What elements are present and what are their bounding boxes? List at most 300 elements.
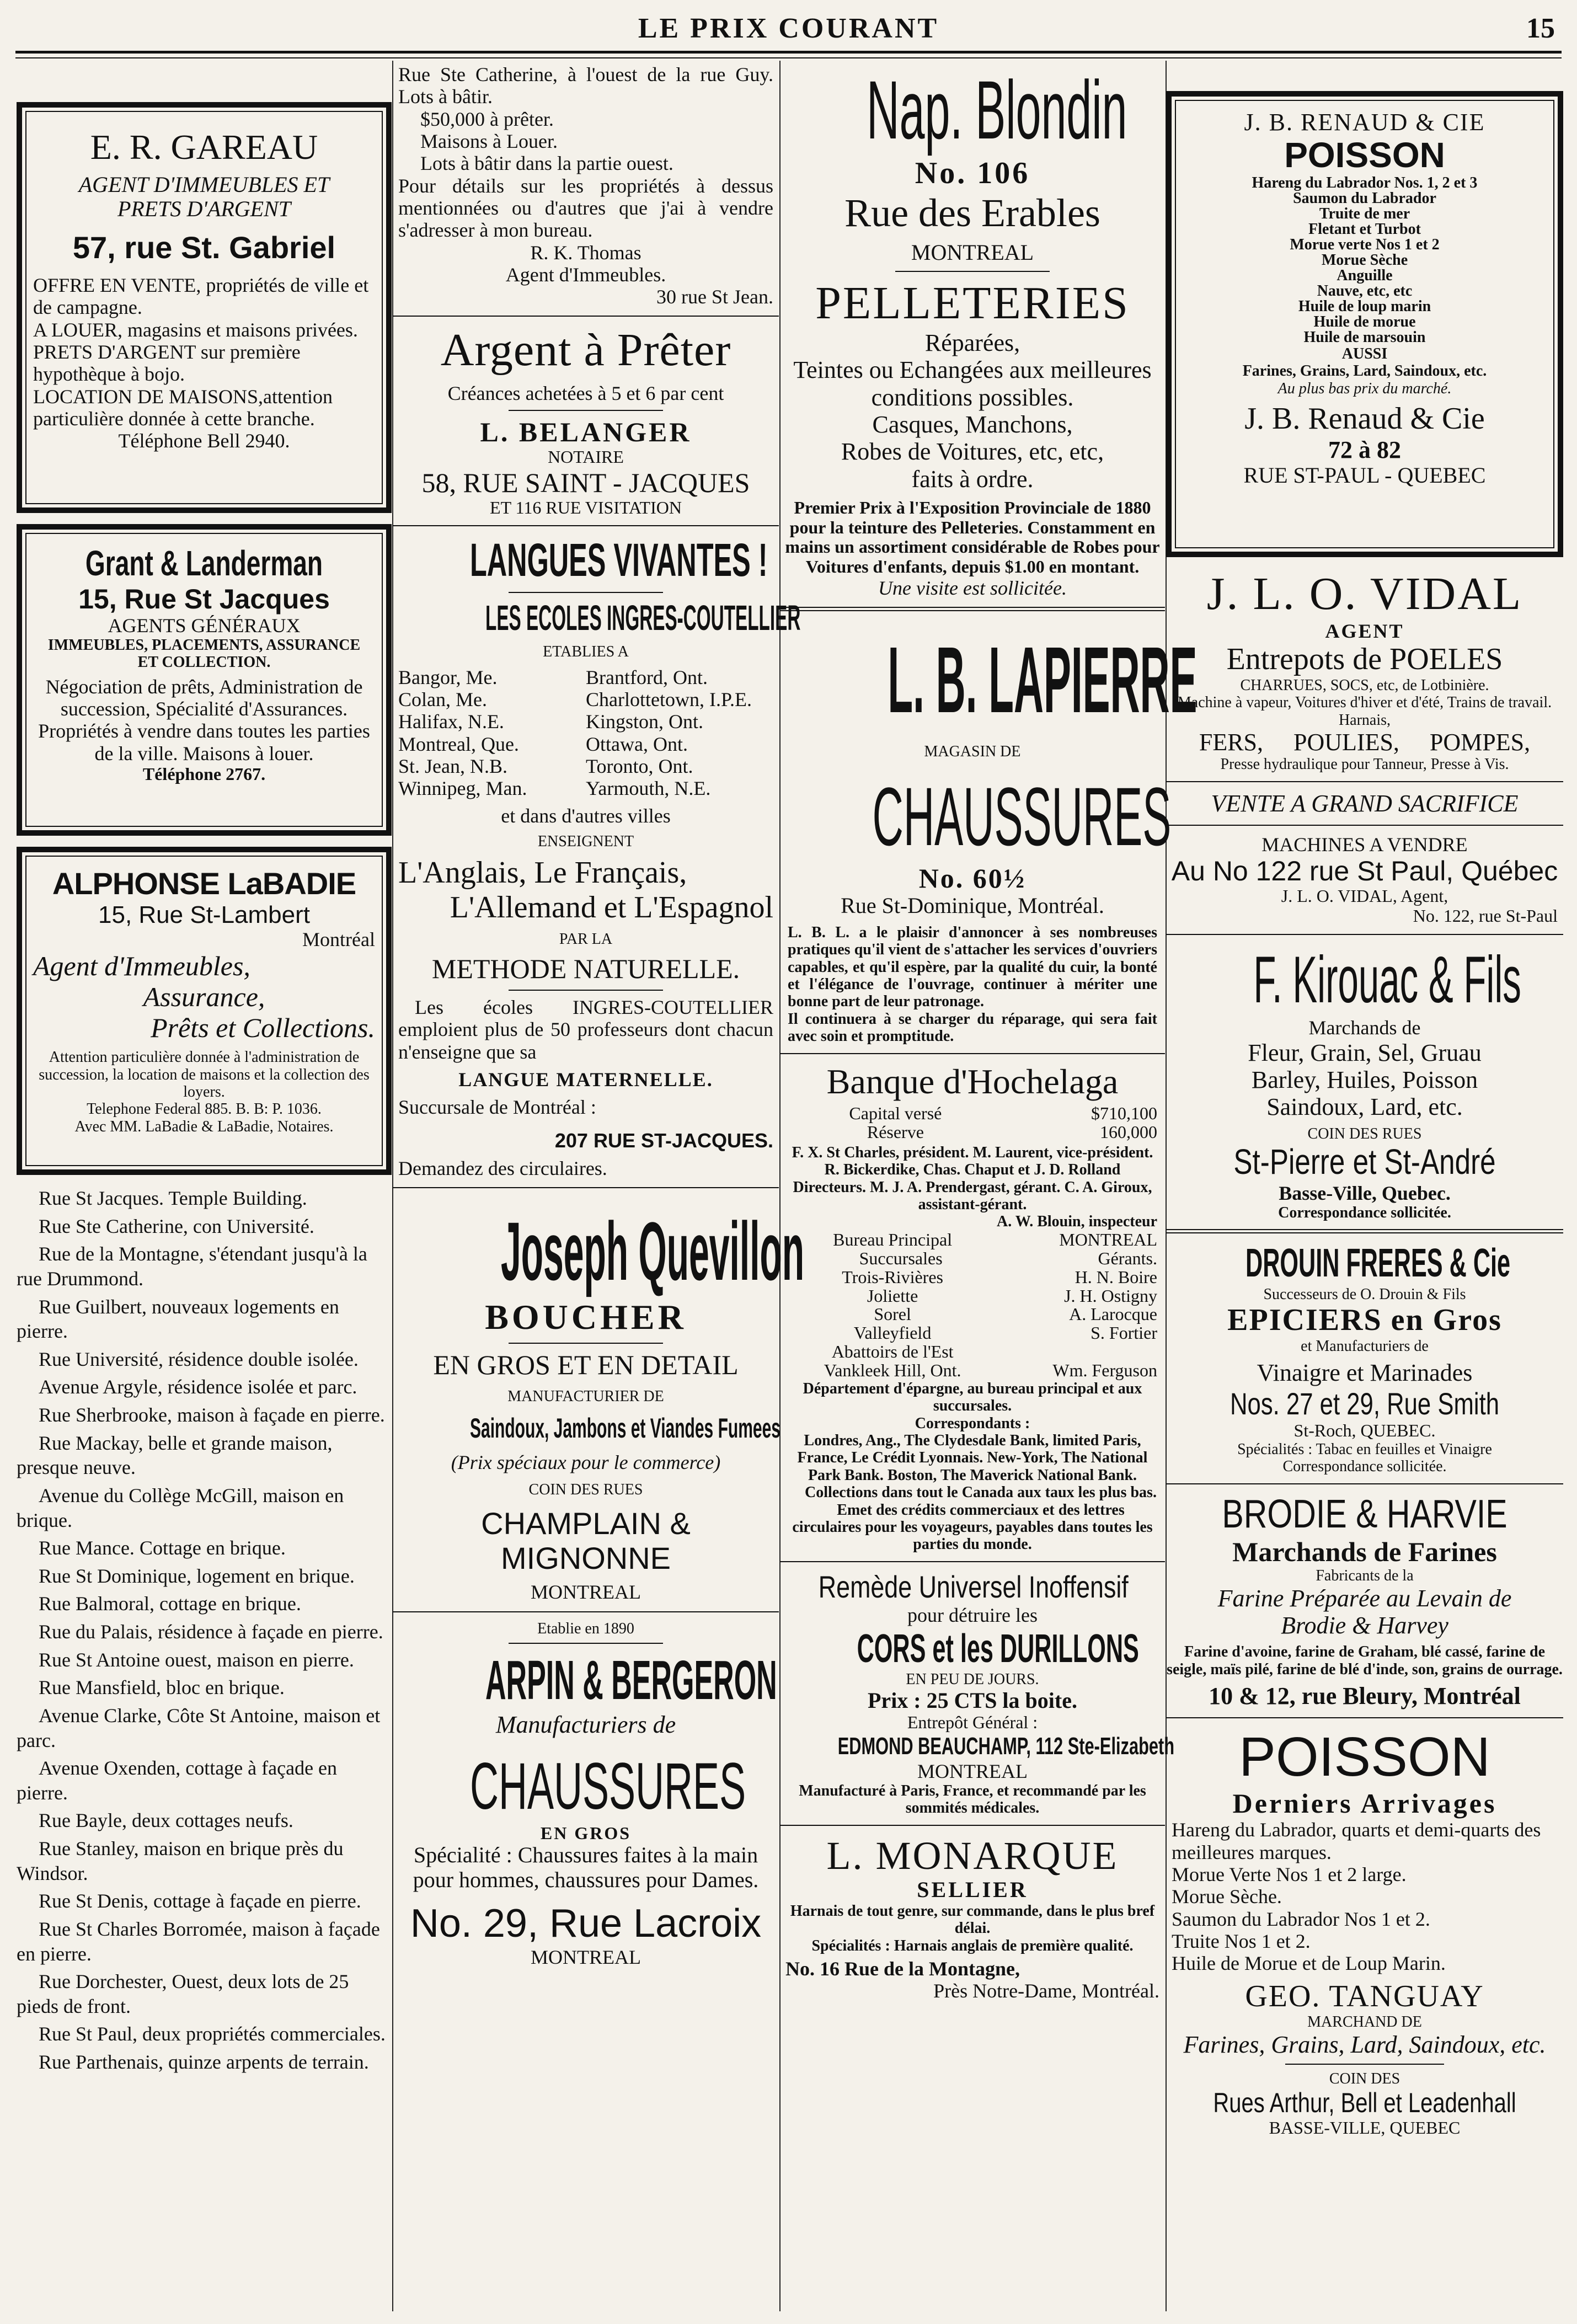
branch-row xyxy=(788,1287,1157,1306)
ad-address: 15, Rue St-Lambert xyxy=(98,901,310,928)
ad-text: Morue Verte Nos 1 et 2 large. xyxy=(1172,1863,1407,1885)
ad-address: Nos. 27 et 29, Rue Smith xyxy=(1229,1386,1500,1421)
ad-text: Il continuera à se charger du réparage, qui sera fait avec soin et promptitude. xyxy=(788,1010,1157,1045)
ad-text: CHAUSSURES xyxy=(872,770,1172,863)
ad-text: Saumon du Labrador Nos 1 et 2. xyxy=(1172,1908,1430,1930)
ad-text: faits à ordre. xyxy=(911,465,1034,493)
listing-item: Rue St Jacques. Temple Building. xyxy=(39,1187,307,1209)
ad-text: Farine d'avoine, farine de Graham, blé cassé, farine de seigle, maïs pilé, farine de blé d'inde, son, grains de ourrage. xyxy=(1167,1643,1563,1678)
city-item: Charlottetown, I.P.E. xyxy=(586,688,752,710)
succ-value: Gérants. xyxy=(1098,1248,1157,1268)
ad-text: MANUFACTURIER DE xyxy=(507,1387,664,1405)
ad-title: LANGUES VIVANTES ! xyxy=(470,534,768,586)
listing-item: Rue Mansfield, bloc en brique. xyxy=(39,1676,285,1699)
city-item: St. Jean, N.B. xyxy=(398,755,507,777)
column-3 xyxy=(780,63,1198,2309)
ad-text: LES ECOLES INGRES-COUTELLIER xyxy=(485,597,801,638)
divider xyxy=(780,607,1165,611)
branch-place: Abattoirs de l'Est xyxy=(831,1342,954,1362)
ad-text: COIN DES xyxy=(1329,2070,1400,2087)
listing-item: Rue St Dominique, logement en brique. xyxy=(39,1564,355,1587)
ad-subtitle: PRETS D'ARGENT xyxy=(117,196,291,222)
ad-text: pour détruire les xyxy=(907,1604,1038,1627)
ad-phone: Téléphone 2767. xyxy=(142,763,266,784)
ad-text: Harnais de tout genre, sur commande, dans le plus bref délai. xyxy=(790,1902,1155,1937)
ad-address: ET 116 RUE VISITATION xyxy=(490,497,682,517)
succ-label: Succursales xyxy=(859,1248,943,1268)
ad-text: Marchands de Farines xyxy=(1232,1536,1497,1568)
ad-title: Remède Universel Inoffensif xyxy=(818,1569,1129,1604)
property-listings xyxy=(17,1186,392,2075)
ad-title: Joseph Quevillon xyxy=(501,1205,805,1298)
ad-address: EDMOND BEAUCHAMP, 112 Ste-Elizabeth xyxy=(837,1733,1175,1760)
divider xyxy=(780,1053,1165,1054)
ad-address: 58, RUE SAINT - JACQUES xyxy=(421,467,750,498)
ad-text: Spécialités : Tabac en feuilles et Vinaigre xyxy=(1237,1441,1492,1458)
ad-title: Banque d'Hochelaga xyxy=(826,1061,1119,1101)
listing-item: Avenue du Collège McGill, maison en brique. xyxy=(17,1484,344,1531)
ad-title: Nap. Blondin xyxy=(867,63,1127,156)
ad-text: Fabricants de la xyxy=(1316,1567,1414,1585)
bank-text: Emet des crédits commerciaux et des lettres circulaires pour les voyageurs, payables dans toutes les parties du monde. xyxy=(792,1501,1153,1553)
branch-manager: H. N. Boire xyxy=(1075,1267,1157,1287)
ad-address: 72 à 82 xyxy=(1328,436,1401,463)
ad-text: LOCATION DE MAISONS,attention particulière donnée à cette branche. xyxy=(33,385,333,430)
capital-value: $710,100 xyxy=(1091,1103,1157,1124)
fish-item: Huile de loup marin xyxy=(1298,297,1431,315)
ad-text: (Prix spéciaux pour le commerce) xyxy=(451,1451,721,1474)
ad-city: MONTREAL xyxy=(917,1760,1028,1782)
branch-row xyxy=(788,1305,1157,1324)
city-item: Brantford, Ont. xyxy=(586,666,708,688)
fish-item: Morue Sèche xyxy=(1321,251,1408,269)
listing-item: Rue Mackay, belle et grande maison, presque neuve. xyxy=(17,1431,333,1479)
ad-title: L. B. LAPIERRE xyxy=(888,628,1198,733)
column-2 xyxy=(393,63,805,2309)
listing-item: Rue Parthenais, quinze arpents de terrain. xyxy=(39,2051,369,2073)
listing-item: Rue St Denis, cottage à façade en pierre. xyxy=(39,1890,361,1912)
ad-text: Farines, Grains, Lard, Saindoux, etc. xyxy=(1183,2031,1546,2058)
bank-text: Londres, Ang., The Clydesdale Bank, limited Paris, France, Le Crédit Lyonnais. New-York, The National Park Bank. Boston, The Maverick National Bank. xyxy=(797,1432,1148,1484)
divider xyxy=(393,1187,779,1188)
ad-text: POISSON xyxy=(1284,135,1445,175)
ad-text: L. B. L. a le plaisir d'annoncer à ses nombreuses pratiques qu'il vient de s'attacher les services d'ouvriers capables, et qu'il espère, par la qualité du cuir, la bonté et l'élégance de l'ouvrage, continuer à mériter une bonne part de leur patronage. xyxy=(788,923,1157,1011)
ad-phone: Téléphone Bell 2940. xyxy=(118,430,290,452)
ad-arpin-bergeron xyxy=(393,1620,779,1968)
ad-text: No. 106 xyxy=(915,156,1030,190)
bank-text: Correspondants : xyxy=(915,1414,1030,1432)
ad-name: L. BELANGER xyxy=(480,416,692,447)
ad-text: Succursale de Montréal : xyxy=(398,1096,596,1119)
city-item: Winnipeg, Man. xyxy=(398,777,527,800)
ad-remede xyxy=(780,1569,1175,1817)
listing-item: Rue Mance. Cottage en brique. xyxy=(39,1537,286,1559)
ad-name: J. B. Renaud & Cie xyxy=(1244,402,1485,436)
ad-drouin xyxy=(1166,1241,1563,1476)
ad-text: Casques, Manchons, xyxy=(872,411,1073,439)
ad-text: Une visite est sollicitée. xyxy=(878,577,1067,600)
ad-signature: R. K. Thomas xyxy=(530,241,642,264)
ad-title: BRODIE & HARVIE xyxy=(1222,1492,1507,1536)
ad-text: CORS et les DURILLONS xyxy=(857,1626,1139,1671)
ad-text: et Manufacturiers de xyxy=(1301,1337,1429,1355)
listing-item: Rue Université, résidence double isolée. xyxy=(39,1348,359,1370)
reserve-value: 160,000 xyxy=(1100,1122,1157,1142)
branch-manager: Wm. Ferguson xyxy=(1052,1360,1157,1381)
ad-text: AGENTS GÉNÉRAUX xyxy=(108,614,301,637)
ad-title: F. Kirouac & Fils xyxy=(1253,943,1521,1017)
ad-title: J. B. RENAUD & CIE xyxy=(1244,109,1485,136)
divider xyxy=(393,316,779,317)
ad-city: MONTREAL xyxy=(531,1581,641,1604)
listing-item: Rue Bayle, deux cottages neufs. xyxy=(39,1809,293,1832)
branch-manager: S. Fortier xyxy=(1090,1323,1157,1343)
fish-list xyxy=(1185,175,1544,345)
ad-banque-hochelaga xyxy=(780,1062,1165,1553)
divider xyxy=(509,1343,663,1344)
ad-text: Agent d'Immeubles, xyxy=(33,950,250,982)
ad-address: RUE ST-PAUL - QUEBEC xyxy=(1243,463,1486,488)
ad-address: No. 29, Rue Lacroix xyxy=(410,1901,762,1946)
ad-text: AGENT xyxy=(1325,620,1404,643)
divider xyxy=(1166,825,1563,826)
ad-text: PELLETERIES xyxy=(815,277,1130,329)
branch-place: Sorel xyxy=(874,1304,911,1324)
ad-address: Près Notre-Dame, Montréal. xyxy=(933,1980,1159,2002)
column-4 xyxy=(1166,63,1563,2309)
ad-text: Farines, Grains, Lard, Saindoux, etc. xyxy=(1242,362,1487,380)
divider xyxy=(393,525,779,526)
ad-brodie-harvie xyxy=(1166,1492,1563,1710)
bureau-value: MONTREAL xyxy=(1059,1229,1157,1249)
branch-place: Vankleek Hill, Ont. xyxy=(824,1360,961,1381)
ad-address: CHAMPLAIN & MIGNONNE xyxy=(481,1505,691,1575)
ad-text: CHAUSSURES xyxy=(470,1749,746,1824)
divider xyxy=(393,1611,779,1612)
branch-place: Valleyfield xyxy=(853,1323,932,1343)
ad-text: Les écoles INGRES-COUTELLIER emploient plus de 50 professeurs dont chacun n'enseigne que sa xyxy=(398,996,773,1063)
divider xyxy=(509,990,663,991)
branch-place: Trois-Rivières xyxy=(842,1267,943,1287)
ad-text: A LOUER, magasins et maisons privées. xyxy=(33,318,358,341)
listing-item: Avenue Clarke, Côte St Antoine, maison et parc. xyxy=(17,1704,381,1751)
listing-item: Rue Balmoral, cottage en brique. xyxy=(39,1593,301,1615)
ad-title: Argent à Prêter xyxy=(440,324,731,376)
ad-address: 15, Rue St Jacques xyxy=(78,583,330,615)
ad-text: Successeurs de O. Drouin & Fils xyxy=(1263,1285,1466,1303)
ad-address: No. 16 Rue de la Montagne, xyxy=(785,1958,1020,1980)
ad-text: Huile de Morue et de Loup Marin. xyxy=(1172,1952,1446,1975)
ad-grant-landerman xyxy=(17,524,392,836)
ad-title: J. L. O. VIDAL xyxy=(1206,568,1523,619)
ad-text: MAGASIN DE xyxy=(924,742,1021,760)
ad-text: Premier Prix à l'Exposition Provinciale de 1880 pour la teinture des Pelleteries. Constamment en mains un assortiment considérable de Robes pour Voitures d'enfants, depuis $1.00 en montant. xyxy=(785,497,1160,577)
ad-address: Rue des Erables xyxy=(844,190,1100,235)
branch-row xyxy=(788,1324,1157,1343)
ad-text: L'Allemand et L'Espagnol xyxy=(450,890,773,925)
ad-text: et dans d'autres villes xyxy=(501,805,671,827)
ad-text: Spécialités : Harnais anglais de première qualité. xyxy=(811,1937,1134,1954)
listing-item: Rue Ste Catherine, con Université. xyxy=(39,1215,314,1237)
ad-title: ALPHONSE LaBADIE xyxy=(52,866,356,901)
ad-blondin xyxy=(780,63,1165,599)
cities-list xyxy=(393,666,779,800)
capital-label: Capital versé xyxy=(849,1103,942,1124)
header-rule xyxy=(15,51,1562,54)
divider xyxy=(780,1561,1165,1562)
bank-inspector: A. W. Blouin, inspecteur xyxy=(997,1213,1157,1231)
ad-signature: J. L. O. VIDAL, Agent, xyxy=(1281,886,1448,906)
ad-text: $50,000 à prêter. xyxy=(420,108,554,130)
ad-text: EN GROS ET EN DETAIL xyxy=(433,1349,739,1380)
city-item: Montreal, Que. xyxy=(398,733,519,755)
ad-address: 10 & 12, rue Bleury, Montréal xyxy=(1209,1682,1521,1710)
city-item: Halifax, N.E. xyxy=(398,710,504,733)
listing-item: Avenue Oxenden, cottage à façade en pierre. xyxy=(17,1757,338,1804)
listing-item: Avenue Argyle, résidence isolée et parc. xyxy=(39,1376,357,1398)
newspaper-title: LE PRIX COURANT xyxy=(638,13,939,44)
fish-item: Morue verte Nos 1 et 2 xyxy=(1290,236,1440,253)
ad-text: METHODE NATURELLE. xyxy=(431,953,740,984)
cities-left xyxy=(398,666,586,800)
ad-address: Rues Arthur, Bell et Leadenhall xyxy=(1213,2087,1516,2119)
page-number: 15 xyxy=(1526,13,1555,44)
ad-text: Entrepots de POELES xyxy=(1226,642,1503,677)
ad-text: Rue Ste Catherine, à l'ouest de la rue Guy. Lots à bâtir. xyxy=(398,63,773,108)
ad-address: 57, rue St. Gabriel xyxy=(72,230,336,265)
listing-item: Rue Dorchester, Ouest, deux lots de 25 pieds de front. xyxy=(17,1970,349,2017)
column-1 xyxy=(17,63,392,2309)
ad-text: Demandez des circulaires. xyxy=(398,1157,607,1179)
ad-text: COIN DES RUES xyxy=(1307,1125,1422,1142)
city-item: Kingston, Ont. xyxy=(586,710,704,733)
divider xyxy=(1166,934,1563,935)
ad-address: 207 RUE ST-JACQUES. xyxy=(554,1129,773,1152)
ad-text: LANGUE MATERNELLE. xyxy=(458,1068,713,1091)
ad-text: Derniers Arrivages xyxy=(1232,1788,1497,1819)
ad-text: COIN DES RUES xyxy=(528,1481,643,1499)
listing-item: Rue de la Montagne, s'étendant jusqu'à la rue Drummond. xyxy=(17,1243,367,1290)
ad-text: BOUCHER xyxy=(485,1297,687,1337)
ad-address: St-Pierre et St-André xyxy=(1233,1141,1496,1182)
city-item: Colan, Me. xyxy=(398,688,487,710)
ad-text: SELLIER xyxy=(917,1877,1028,1903)
ad-subtitle: AGENT D'IMMEUBLES ET xyxy=(78,172,330,197)
ad-city: Montréal xyxy=(302,928,375,950)
ad-text: MACHINES A VENDRE xyxy=(1261,834,1468,856)
ad-text: MARCHAND DE xyxy=(1307,2013,1422,2031)
ad-monarque xyxy=(780,1834,1165,2002)
fish-item: Hareng du Labrador Nos. 1, 2 et 3 xyxy=(1252,174,1478,191)
fish-item: Saumon du Labrador xyxy=(1293,189,1436,207)
ad-text: OFFRE EN VENTE, propriétés de ville et de campagne. xyxy=(33,274,369,319)
ad-text: ETABLIES A xyxy=(543,643,629,661)
ad-text: Entrepôt Général : xyxy=(907,1712,1038,1733)
ad-title: L. MONARQUE xyxy=(826,1833,1119,1878)
branch-manager xyxy=(997,1343,1157,1361)
ad-address: Au No 122 rue St Paul, Québec xyxy=(1171,856,1558,887)
ad-text: Morue Sèche. xyxy=(1172,1885,1282,1908)
ad-address: No. 122, rue St-Paul xyxy=(1413,906,1558,926)
ad-text: Négociation de prêts, Administration de succession, Spécialité d'Assurances. xyxy=(45,675,363,720)
fish-item: Nauve, etc, etc xyxy=(1317,282,1413,300)
ad-text: Fleur, Grain, Sel, Gruau xyxy=(1248,1039,1482,1066)
ad-text: Avec MM. LaBadie & LaBadie, Notaires. xyxy=(74,1118,334,1135)
ad-title: ARPIN & BERGERON xyxy=(485,1649,777,1711)
city-item: Toronto, Ont. xyxy=(586,755,693,777)
branch-place: Joliette xyxy=(867,1285,918,1306)
branch-manager: J. H. Ostigny xyxy=(1064,1285,1157,1306)
ad-text: Réparées, xyxy=(924,329,1020,357)
ad-text: Manufacturé à Paris, France, et recommandé par les sommités médicales. xyxy=(799,1782,1146,1817)
ad-text: Maisons à Louer. xyxy=(420,130,558,152)
ad-city: MONTREAL xyxy=(911,240,1034,265)
ad-text: Propriétés à vendre dans toutes les parties de la ville. Maisons à louer. xyxy=(38,720,370,765)
ad-vidal xyxy=(1166,568,1563,926)
ad-title: E. R. GAREAU xyxy=(90,127,318,167)
ad-address: Rue St-Dominique, Montréal. xyxy=(841,893,1104,918)
ad-text: Saindoux, Lard, etc. xyxy=(1266,1093,1463,1121)
reserve-label: Réserve xyxy=(867,1122,924,1142)
ad-address: 30 rue St Jean. xyxy=(656,286,773,308)
ad-title: POISSON xyxy=(1239,1726,1490,1788)
ad-text: IMMEUBLES, PLACEMENTS, ASSURANCE xyxy=(47,636,361,654)
divider xyxy=(1166,1229,1563,1233)
ad-price: Prix : 25 CTS la boite. xyxy=(868,1687,1077,1713)
ad-text: No. 60½ xyxy=(918,863,1027,894)
ad-text: Farine Préparée au Levain de xyxy=(1217,1584,1512,1612)
ad-renaud xyxy=(1166,91,1563,557)
listing-item: Rue Guilbert, nouveaux logements en pierre. xyxy=(17,1295,339,1343)
ad-text: FERS, POULIES, POMPES, xyxy=(1199,729,1531,756)
listing-item: Rue St Antoine ouest, maison en pierre. xyxy=(39,1648,354,1671)
ad-text: Correspondance sollicitée. xyxy=(1278,1204,1451,1221)
listing-item: Rue Sherbrooke, maison à façade en pierre. xyxy=(39,1404,385,1426)
ad-text: Teintes ou Echangées aux meilleures xyxy=(793,356,1152,384)
branch-row xyxy=(788,1361,1157,1380)
fish-item: Truite de mer xyxy=(1319,205,1410,222)
city-item: Bangor, Me. xyxy=(398,666,498,688)
ad-text: Créances achetées à 5 et 6 par cent xyxy=(447,382,724,404)
ad-text: Brodie & Harvey xyxy=(1281,1612,1448,1639)
bank-branches-table xyxy=(788,1231,1157,1380)
divider xyxy=(895,271,1049,272)
fish-item: Fletant et Turbot xyxy=(1308,220,1421,238)
ad-text: PRETS D'ARGENT sur première hypothèque à bojo. xyxy=(33,340,301,386)
ad-text: EN PEU DE JOURS. xyxy=(906,1671,1039,1689)
ad-kirouac xyxy=(1166,943,1563,1221)
ad-text: Marchands de xyxy=(1308,1017,1421,1039)
ad-text: Machine à vapeur, Voitures d'hiver et d'été, Trains de travail. Harnais, xyxy=(1177,694,1552,729)
ad-text: Au plus bas prix du marché. xyxy=(1277,380,1452,397)
ad-text: Correspondance sollicitée. xyxy=(1282,1458,1447,1476)
ad-text: PAR LA xyxy=(559,930,613,948)
ad-quevillon xyxy=(393,1205,805,1604)
ad-belanger xyxy=(393,324,779,517)
divider xyxy=(509,1643,663,1644)
ad-text: Hareng du Labrador, quarts et demi-quarts des meilleures marques. xyxy=(1172,1819,1541,1863)
header-rule-thin xyxy=(15,57,1562,58)
ad-text: Assurance, xyxy=(143,981,265,1013)
ad-text: VENTE A GRAND SACRIFICE xyxy=(1211,789,1519,817)
ad-text: Agent d'Immeubles. xyxy=(505,263,666,286)
ad-phone: Telephone Federal 885. B. B: P. 1036. xyxy=(87,1100,322,1118)
page-header xyxy=(0,0,1577,55)
ad-text: CHARRUES, SOCS, etc, de Lotbinière. xyxy=(1240,677,1489,694)
ad-text: EPICIERS en Gros xyxy=(1227,1303,1502,1338)
ad-text: ET COLLECTION. xyxy=(137,654,271,671)
listing-item: Rue St Paul, deux propriétés commerciales. xyxy=(39,2023,386,2045)
divider xyxy=(509,592,663,593)
ad-text: Spécialité : Chaussures faites à la main pour hommes, chaussures pour Dames. xyxy=(413,1842,759,1893)
ad-gareau xyxy=(17,102,392,513)
ad-langues xyxy=(393,534,801,1179)
divider xyxy=(1166,1717,1563,1718)
ad-text: ENSEIGNENT xyxy=(537,832,634,850)
city-item: Ottawa, Ont. xyxy=(586,733,688,755)
ad-city: Basse-Ville, Quebec. xyxy=(1279,1182,1451,1204)
ad-title: DROUIN FRERES & Cie xyxy=(1245,1241,1511,1286)
bank-text: Collections dans tout le Canada aux taux les plus bas. xyxy=(805,1484,1157,1502)
ad-city: St-Roch, QUEBEC. xyxy=(1293,1420,1436,1441)
ad-city: MONTREAL xyxy=(531,1946,641,1968)
listing-item: Rue Stanley, maison en brique près du Windsor. xyxy=(17,1837,344,1884)
ad-text: conditions possibles. xyxy=(871,383,1074,411)
branch-row xyxy=(788,1343,1157,1361)
ad-text: Prêts et Collections. xyxy=(151,1012,375,1044)
listing-item: Rue St Charles Borromée, maison à façade en pierre. xyxy=(17,1917,380,1965)
ad-text: Etablie en 1890 xyxy=(537,1620,634,1637)
listing-item: Rue du Palais, résidence à façade en pierre. xyxy=(39,1621,383,1643)
divider xyxy=(1166,781,1563,782)
ad-text: L'Anglais, Le Français, xyxy=(398,856,687,890)
fish-item: Huile de marsouin xyxy=(1303,328,1426,346)
ad-name: GEO. TANGUAY xyxy=(1245,1979,1484,2013)
bank-officers: F. X. St Charles, président. M. Laurent, vice-président. R. Bickerdike, Chas. Chaput et J. D. Rolland Directeurs. M. J. A. Prendergast, gérant. C. A. Giroux, assistant-gérant. xyxy=(792,1144,1153,1214)
ad-text: Saindoux, Jambons et Viandes Fumees xyxy=(470,1413,781,1444)
ad-thomas xyxy=(393,63,779,308)
ad-text: Barley, Huiles, Poisson xyxy=(1251,1066,1478,1094)
ad-text: NOTAIRE xyxy=(548,446,624,467)
bureau-label: Bureau Principal xyxy=(833,1229,953,1249)
city-item: Yarmouth, N.E. xyxy=(586,777,711,800)
ad-labadie xyxy=(17,847,392,1175)
bank-capital-table xyxy=(788,1104,1157,1142)
branch-row xyxy=(788,1268,1157,1287)
ad-text: Vinaigre et Marinades xyxy=(1257,1359,1473,1387)
ad-text: Pour détails sur les propriétés à dessus mentionnées ou d'autres que j'ai à vendre s'adresser à mon bureau. xyxy=(398,174,773,242)
branch-manager: A. Larocque xyxy=(1069,1304,1157,1324)
fish-item: Huile de morue xyxy=(1313,313,1416,330)
divider xyxy=(509,410,663,411)
ad-lapierre xyxy=(780,628,1198,1045)
cities-right xyxy=(586,666,773,800)
ad-text: Truite Nos 1 et 2. xyxy=(1172,1930,1311,1952)
ad-text: Manufacturiers de xyxy=(495,1711,676,1738)
ad-title: Grant & Landerman xyxy=(85,543,323,583)
ad-tanguay xyxy=(1166,1726,1563,2138)
ad-text: Attention particulière donnée à l'administration de succession, la location de maisons et la collection des loyers. xyxy=(39,1049,370,1101)
fish-item: Anguille xyxy=(1337,266,1393,284)
ad-text: Lots à bâtir dans la partie ouest. xyxy=(420,152,673,175)
divider xyxy=(1285,2064,1444,2065)
ad-city: BASSE-VILLE, QUEBEC xyxy=(1269,2118,1461,2138)
ad-text: EN GROS xyxy=(540,1823,632,1843)
ad-text: AUSSI xyxy=(1341,345,1388,362)
ad-text: Robes de Voitures, etc, etc, xyxy=(841,438,1104,466)
bank-text: Département d'épargne, au bureau principal et aux succursales. xyxy=(803,1380,1142,1415)
divider xyxy=(780,1825,1165,1826)
